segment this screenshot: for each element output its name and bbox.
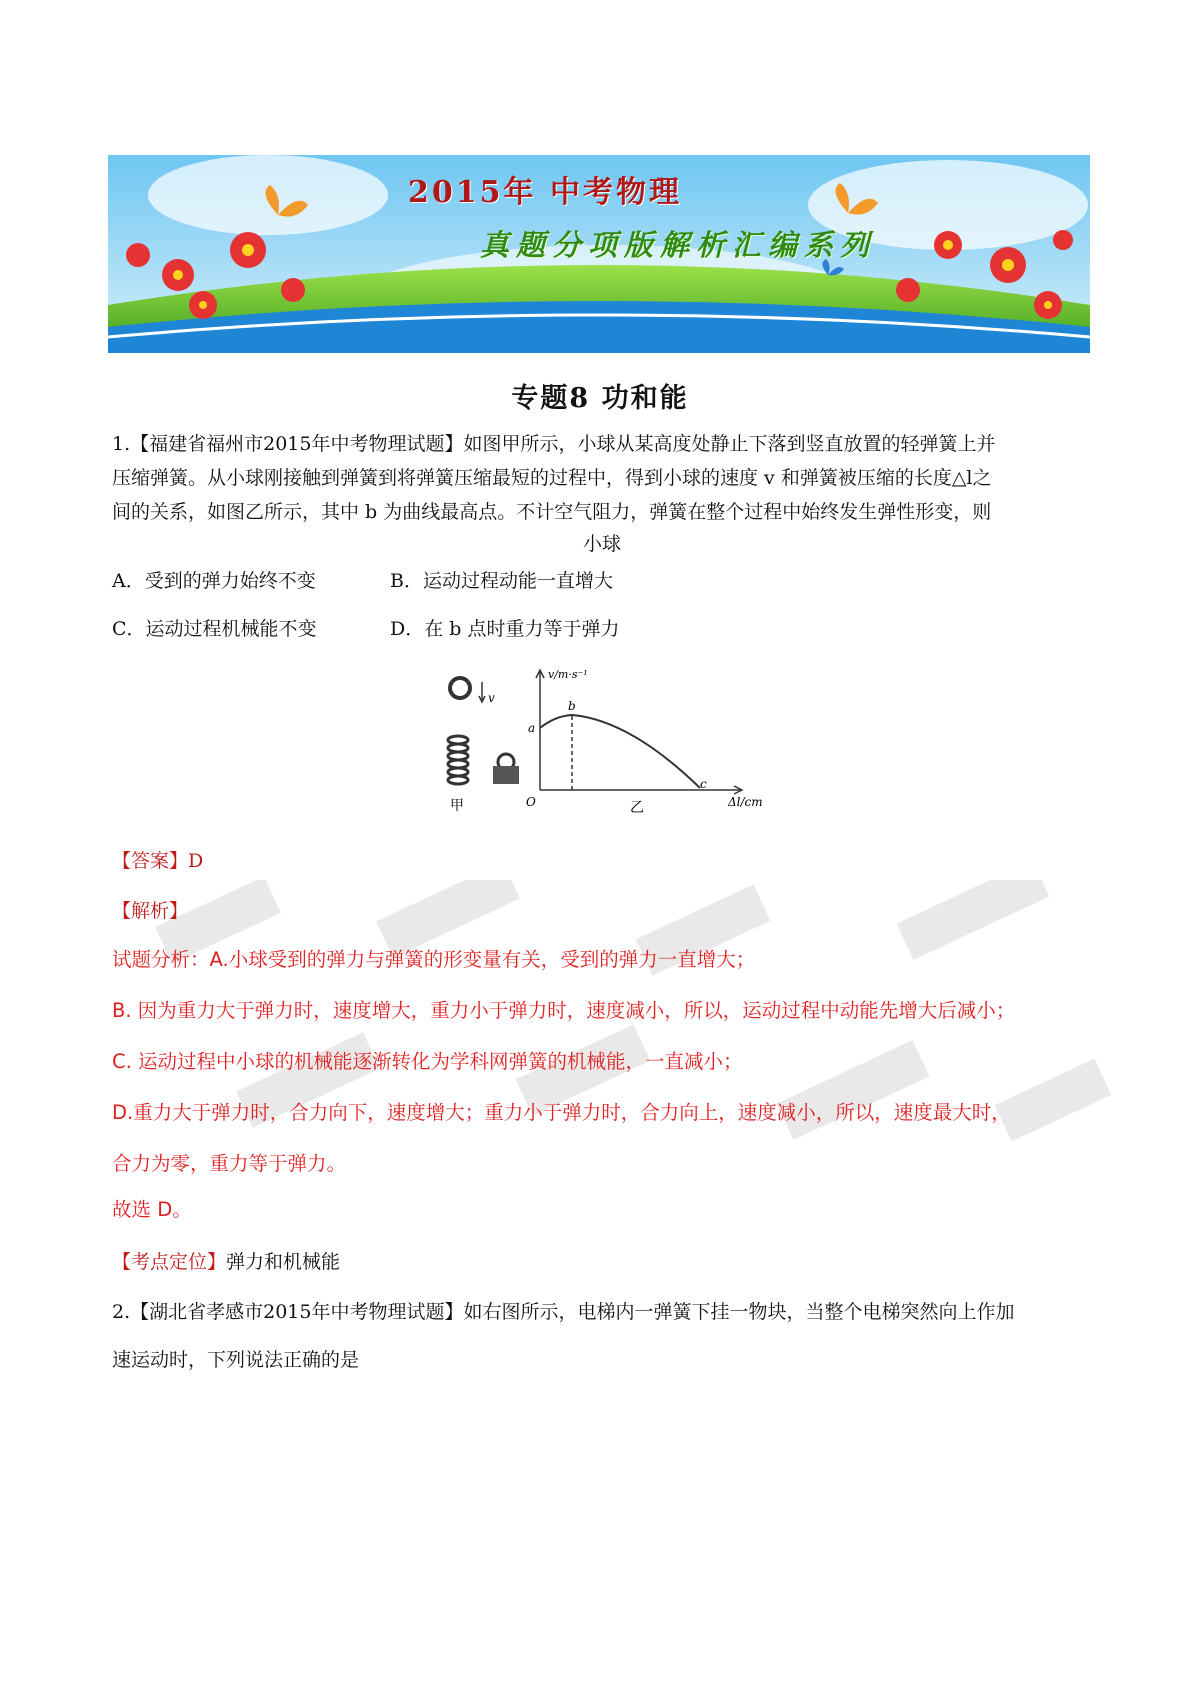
origin-label: O: [526, 795, 536, 809]
answer-label: 【答案】: [112, 850, 189, 872]
velocity-graph: [430, 660, 790, 820]
q1-option-a: A．受到的弹力始终不变: [112, 570, 316, 592]
q1-line-4: 小球: [582, 533, 621, 555]
q1-option-b: B．运动过程动能一直增大: [390, 570, 613, 592]
page-title: 专题8 功和能: [511, 383, 689, 414]
point-a-label: a: [528, 721, 536, 735]
q2-line-1: 2.【湖北省孝感市2015年中考物理试题】如右图所示，电梯内一弹簧下挂一物块，当整个电梯突然向上作加: [112, 1301, 1015, 1323]
x-axis-label: Δl/cm: [728, 795, 763, 809]
q1-line-2: 压缩弹簧。从小球刚接触到弹簧到将弹簧压缩最短的过程中，得到小球的速度 v 和弹簧被压缩的长度△l之: [112, 467, 992, 489]
q1-option-d: D．在 b 点时重力等于弹力: [390, 618, 620, 640]
analysis-label: 【解析】: [112, 900, 189, 922]
analysis-line-2: B. 因为重力大于弹力时，速度增大，重力小于弹力时，速度减小，所以，运动过程中动能先增大后减小；: [112, 999, 1016, 1022]
answer: [112, 846, 203, 873]
point-b-label: b: [568, 699, 576, 713]
q2-line-2: 速运动时，下列说法正确的是: [112, 1349, 360, 1371]
answer-value: D: [188, 850, 204, 872]
analysis-line-5: 合力为零，重力等于弹力。: [112, 1152, 347, 1175]
analysis-line-3: C. 运动过程中小球的机械能逐渐转化为学科网弹簧的机械能，一直减小；: [112, 1050, 743, 1073]
analysis-line-4: D.重力大于弹力时，合力向下，速度增大；重力小于弹力时，合力向上，速度减小，所以，速度最大时，: [112, 1101, 1011, 1124]
banner-title-line1: 2015年 中考物理: [408, 175, 682, 210]
spring-icon: [448, 736, 468, 784]
q1-figure: [430, 660, 790, 820]
weight-block-icon: [493, 754, 519, 784]
ball-icon: [450, 678, 470, 698]
header-banner: [108, 155, 1090, 353]
label-yi: 乙: [630, 800, 644, 816]
y-axis-label: v/m·s⁻¹: [548, 668, 588, 681]
q1-line-3: 间的关系，如图乙所示，其中 b 为曲线最高点。不计空气阻力，弹簧在整个过程中始终发生弹性形变，则: [112, 501, 992, 523]
point-c-label: c: [700, 777, 707, 791]
keypoint-label: 【考点定位】: [112, 1251, 227, 1273]
keypoint: [112, 1244, 1102, 1280]
analysis-line-6: 故选 D。: [112, 1198, 192, 1221]
banner-title-line2: 真题分项版解析汇编系列: [480, 228, 877, 262]
keypoint-value: 弹力和机械能: [226, 1251, 341, 1273]
velocity-curve: [540, 715, 700, 788]
analysis-line-1: 试题分析：A.小球受到的弹力与弹簧的形变量有关，受到的弹力一直增大；: [112, 948, 756, 971]
q1-option-c: C．运动过程机械能不变: [112, 618, 317, 640]
q1-line-1: 1.【福建省福州市2015年中考物理试题】如图甲所示，小球从某高度处静止下落到竖直放置的轻弹簧上并: [112, 433, 996, 455]
ball-velocity-label: v: [488, 691, 495, 705]
label-jia: 甲: [450, 798, 464, 814]
